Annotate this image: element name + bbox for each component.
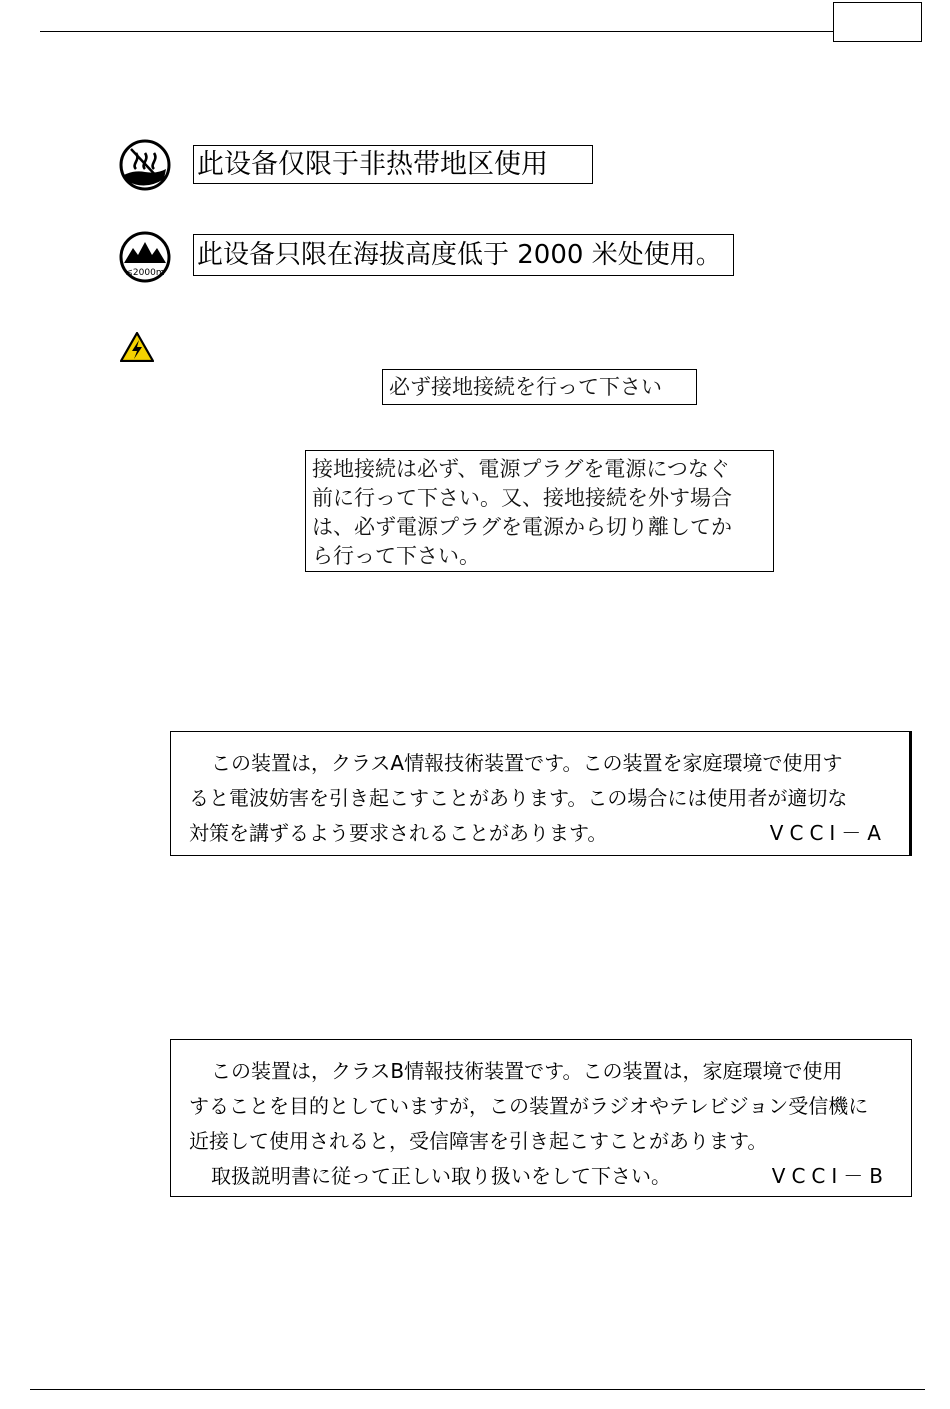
altitude-notice: 此设备只限在海拔高度低于 2000 米处使用。 — [193, 234, 734, 276]
footer-rule — [30, 1389, 925, 1390]
grounding-line: 前に行って下さい。又、接地接続を外す場合 — [312, 486, 732, 510]
vcci-b-line: 取扱説明書に従って正しい取り扱いをして下さい。 — [211, 1164, 671, 1188]
vcci-b-line: この装置は，クラスB情報技術装置です。この装置は，家庭環境で使用 — [211, 1059, 843, 1083]
vcci-a-line-last — [189, 816, 909, 851]
grounding-long-notice — [305, 450, 774, 572]
grounding-line: ら行って下さい。 — [312, 544, 480, 568]
non-tropical-icon — [119, 139, 171, 191]
vcci-a-mark: VCCI－A — [769, 821, 887, 845]
vcci-b-line: 近接して使用されると，受信障害を引き起こすことがあります。 — [189, 1129, 768, 1153]
vcci-b-mark: VCCI－B — [771, 1164, 889, 1188]
vcci-a-line: 対策を講ずるよう要求されることがあります。 — [189, 821, 608, 845]
vcci-a-notice — [170, 731, 912, 856]
header-rule — [40, 31, 833, 32]
vcci-b-line: することを目的としていますが，この装置がラジオやテレビジョン受信機に — [189, 1094, 869, 1118]
vcci-b-line-last — [189, 1159, 911, 1194]
vcci-a-line: この装置は，クラスA情報技術装置です。この装置を家庭環境で使用す — [211, 751, 843, 775]
grounding-short-notice: 必ず接地接続を行って下さい — [382, 369, 697, 405]
altitude-icon — [119, 231, 171, 283]
electric-hazard-icon — [120, 332, 154, 362]
grounding-line: は、必ず電源プラグを電源から切り離してか — [312, 515, 732, 539]
vcci-a-line: ると電波妨害を引き起こすことがあります。この場合には使用者が適切な — [189, 786, 848, 810]
grounding-line: 接地接続は必ず、電源プラグを電源につなぐ — [312, 457, 730, 481]
page-number-box — [833, 2, 922, 42]
altitude-icon-label: ≤2000m — [125, 268, 165, 278]
vcci-b-notice — [170, 1039, 912, 1197]
non-tropical-notice: 此设备仅限于非热带地区使用 — [193, 145, 593, 184]
